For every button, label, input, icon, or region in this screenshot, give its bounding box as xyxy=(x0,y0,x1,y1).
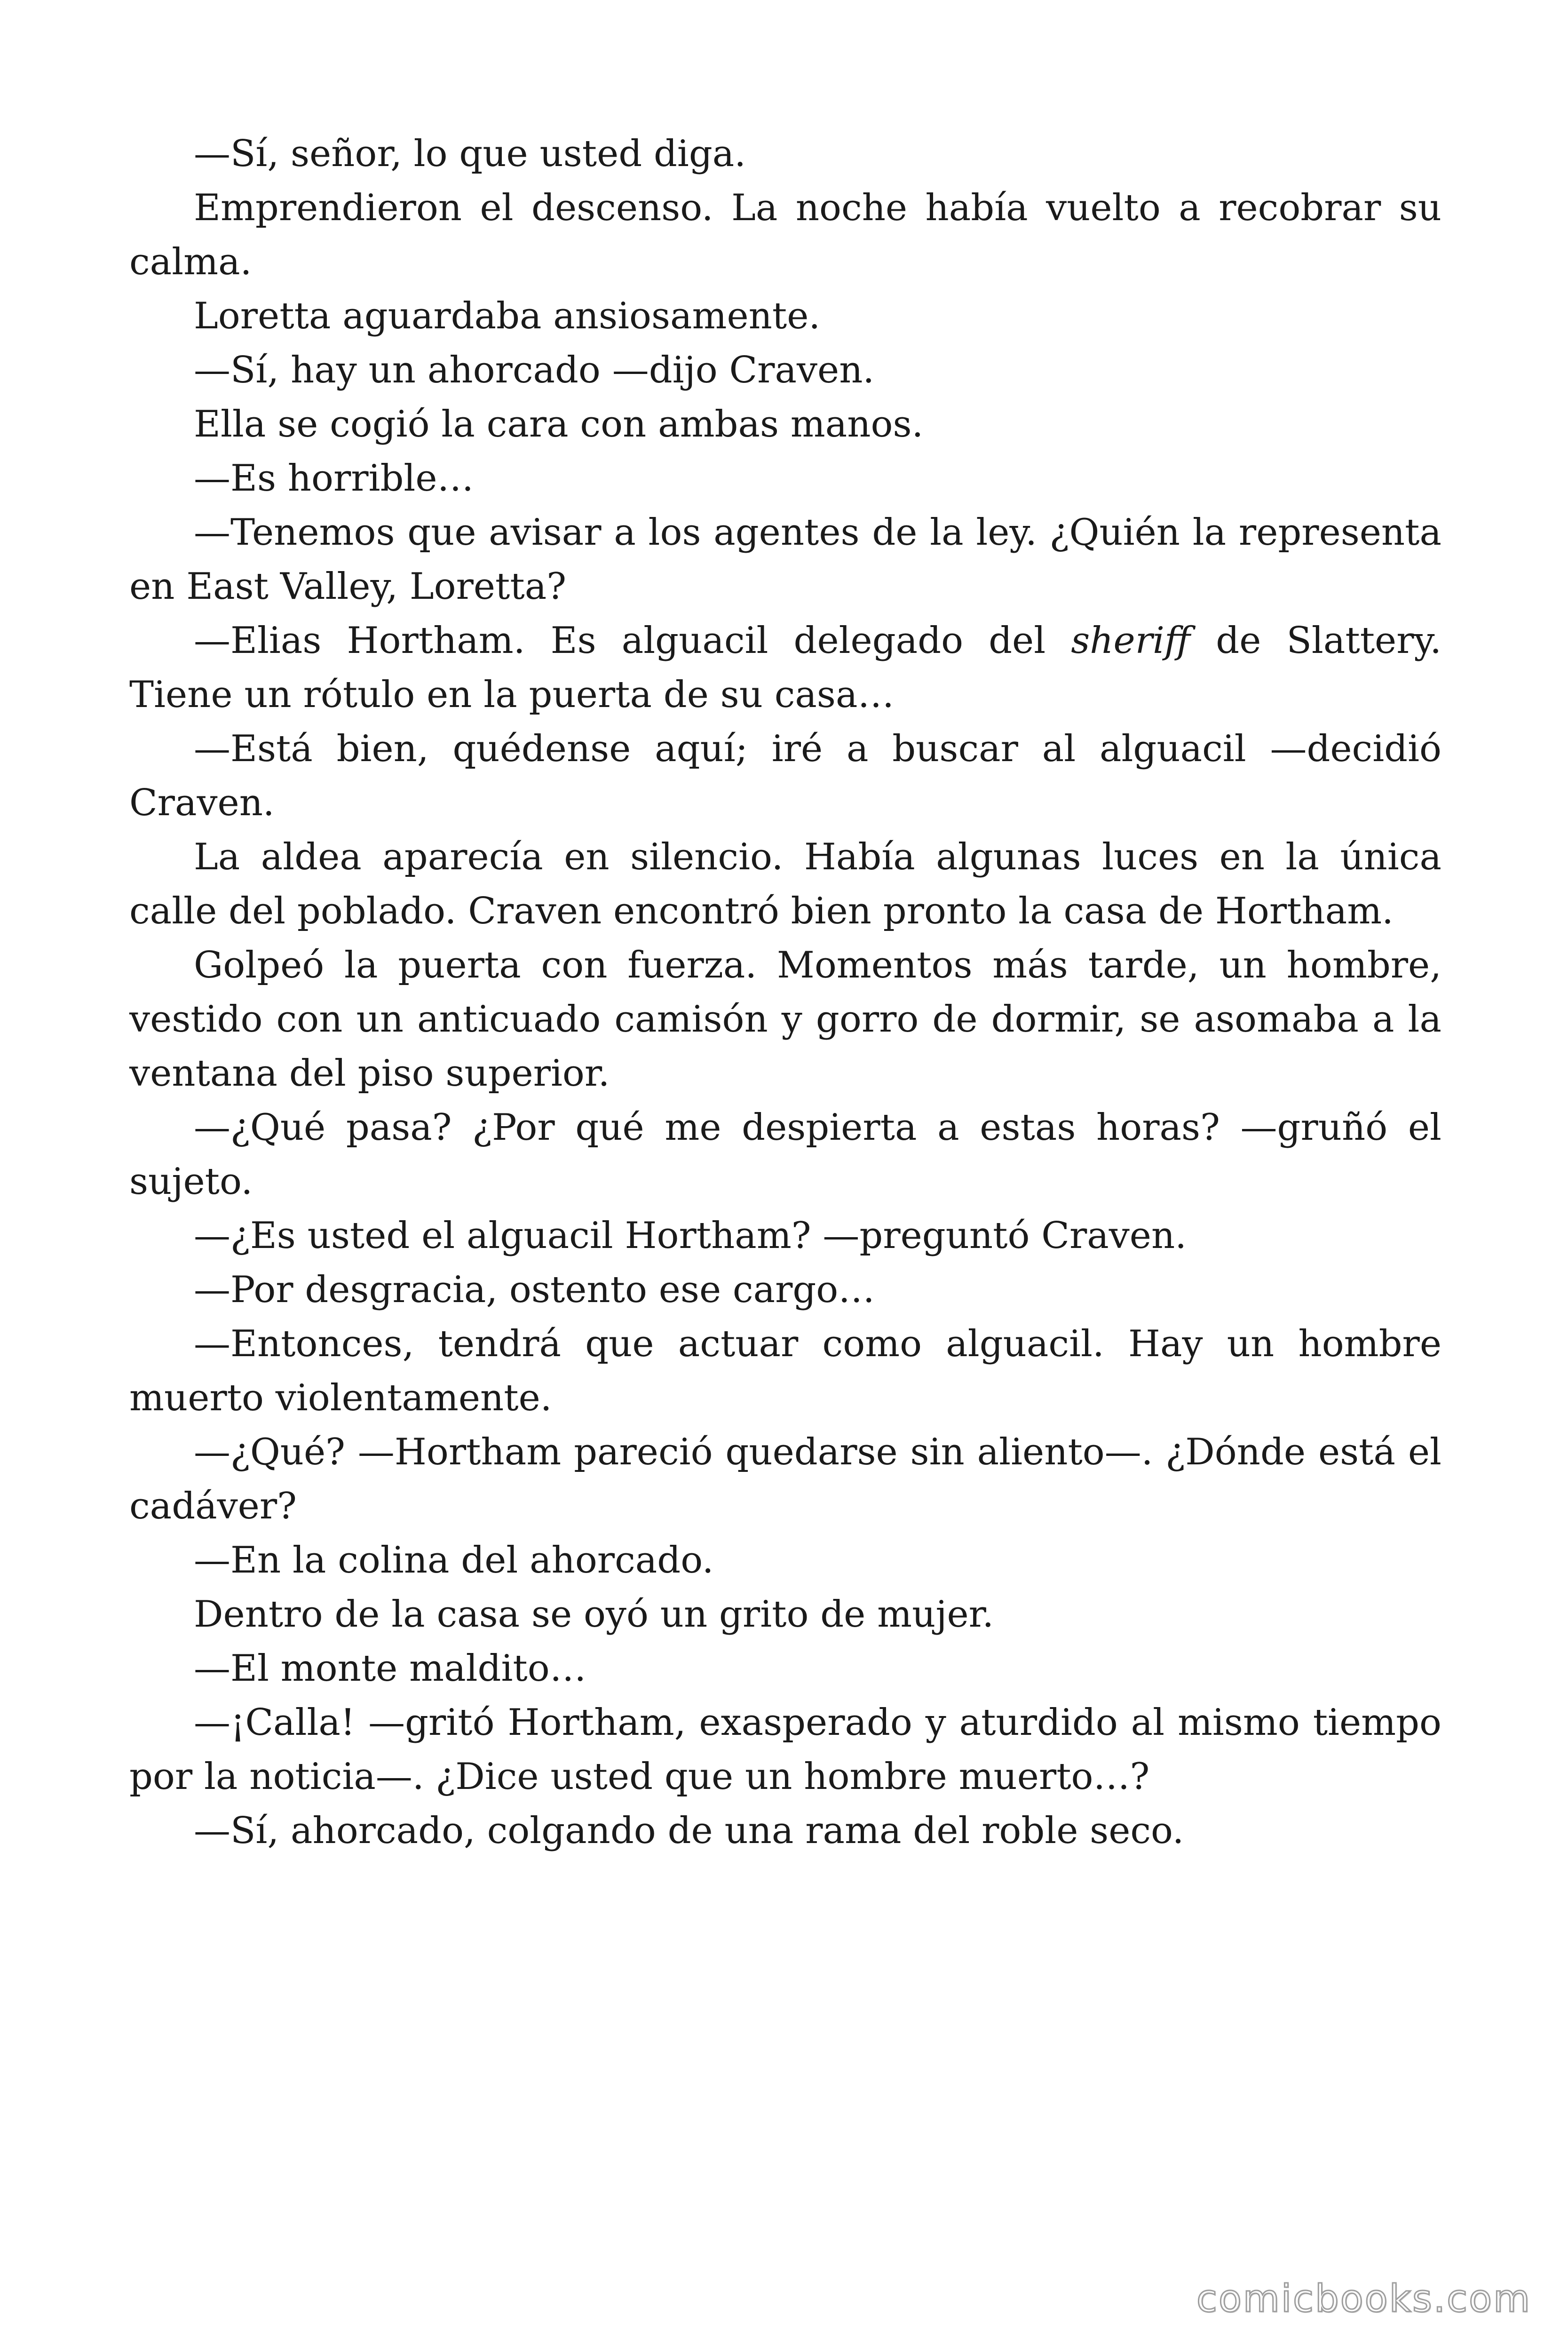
paragraph: —¿Es usted el alguacil Hortham? —preguntó Craven. xyxy=(194,1215,1187,1257)
paragraph: Dentro de la casa se oyó un grito de mujer. xyxy=(194,1593,994,1636)
paragraph: —Entonces, tendrá que actuar como alguacil. Hay un hombre muerto violentamente. xyxy=(129,1323,1441,1419)
paragraph: —Es horrible… xyxy=(194,457,474,500)
paragraph: —Por desgracia, ostento ese cargo… xyxy=(194,1269,875,1311)
paragraph: Loretta aguardaba ansiosamente. xyxy=(194,295,821,337)
paragraph xyxy=(129,614,1441,722)
paragraph: —Sí, ahorcado, colgando de una rama del roble seco. xyxy=(194,1810,1184,1852)
paragraph: Ella se cogió la cara con ambas manos. xyxy=(194,403,924,445)
paragraph-text: de Slattery. Tiene un rótulo en la puerta de su casa… xyxy=(129,620,1441,716)
paragraph: Golpeó la puerta con fuerza. Momentos más tarde, un hombre, vestido con un anticuado camisón y gorro de dormir, se asomaba a la ventana del piso superior. xyxy=(129,944,1441,1095)
paragraph: —Tenemos que avisar a los agentes de la ley. ¿Quién la representa en East Valley, Loretta? xyxy=(129,511,1441,608)
paragraph: —En la colina del ahorcado. xyxy=(194,1539,714,1581)
watermark: comicbooks.com xyxy=(1196,2277,1531,2320)
paragraph: —El monte maldito… xyxy=(194,1647,586,1690)
paragraph: —Sí, señor, lo que usted diga. xyxy=(194,133,746,175)
paragraph: —Sí, hay un ahorcado —dijo Craven. xyxy=(194,349,875,391)
paragraph: —¿Qué? —Hortham pareció quedarse sin aliento—. ¿Dónde está el cadáver? xyxy=(129,1431,1441,1527)
paragraph-text: —Elias Hortham. Es alguacil delegado del xyxy=(194,620,1071,662)
book-page-body xyxy=(129,127,1441,1858)
italic-term: sheriff xyxy=(1071,620,1191,662)
paragraph: Emprendieron el descenso. La noche había vuelto a recobrar su calma. xyxy=(129,187,1441,283)
paragraph: —¡Calla! —gritó Hortham, exasperado y aturdido al mismo tiempo por la noticia—. ¿Dice usted que un hombre muerto…? xyxy=(129,1701,1441,1798)
paragraph: —Está bien, quédense aquí; iré a buscar al alguacil —decidió Craven. xyxy=(129,728,1441,824)
paragraph: —¿Qué pasa? ¿Por qué me despierta a estas horas? —gruñó el sujeto. xyxy=(129,1106,1441,1203)
paragraph: La aldea aparecía en silencio. Había algunas luces en la única calle del poblado. Craven encontró bien pronto la casa de Hortham. xyxy=(129,836,1441,932)
